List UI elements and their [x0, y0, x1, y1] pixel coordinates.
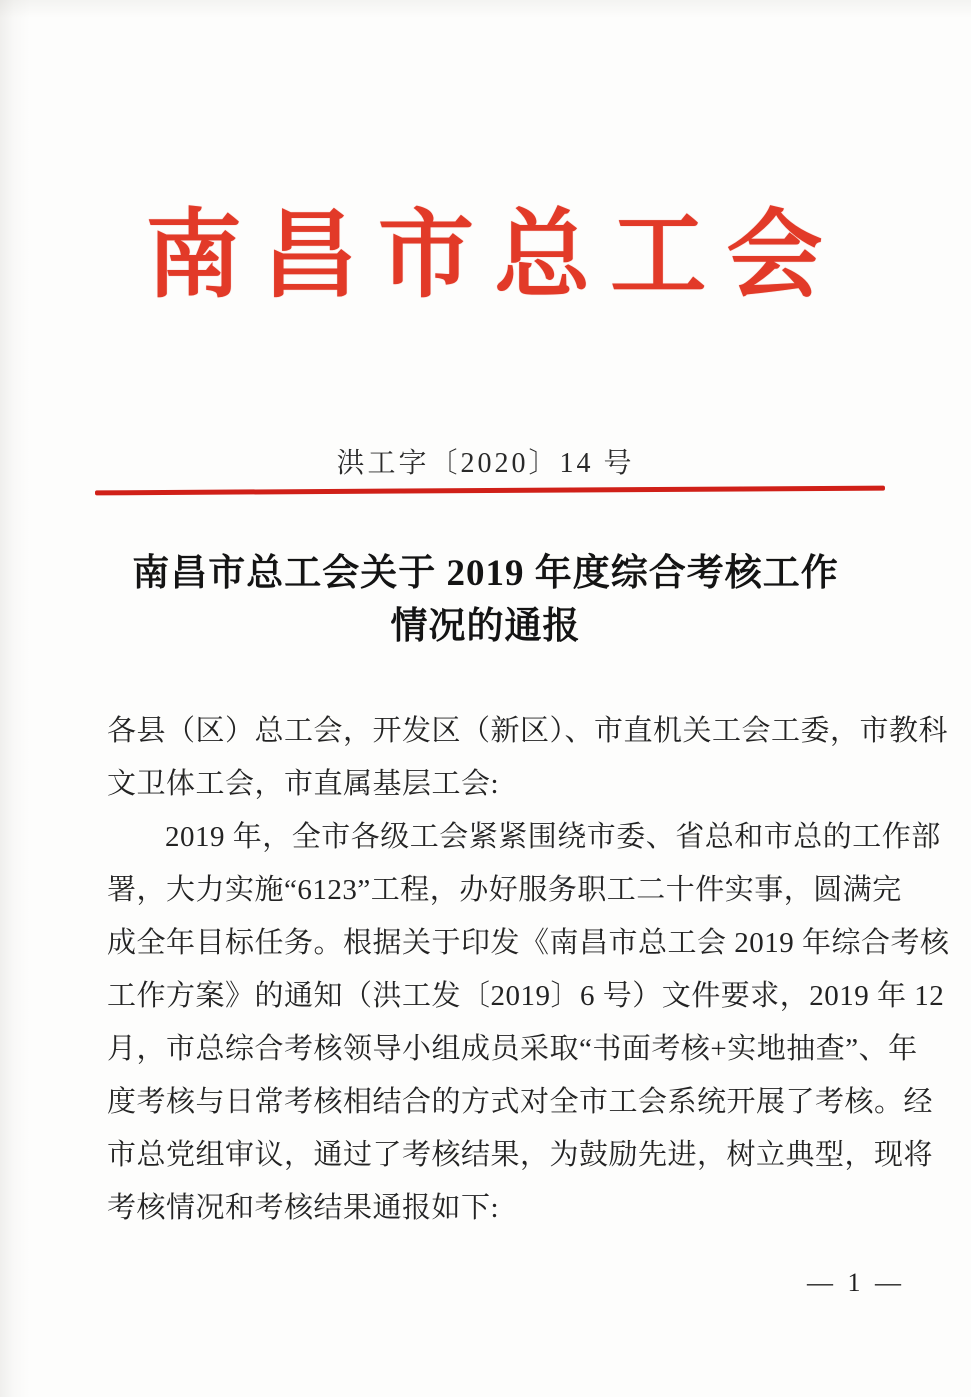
salutation-line: 文卫体工会，市直属基层工会: [107, 768, 500, 800]
page-number: — 1 — [807, 1268, 905, 1297]
document-title-line-2: 情况的通报 [390, 606, 581, 647]
paragraph-line: 成全年目标任务。根据关于印发《南昌市总工会 2019 年综合考核 [107, 927, 950, 959]
document-title-line-1: 南昌市总工会关于 2019 年度综合考核工作 [132, 553, 839, 594]
paragraph-line: 月，市总综合考核领导小组成员采取“书面考核+实地抽查”、年 [107, 1033, 918, 1065]
document-reference-number: 洪工字〔2020〕14 号 [336, 448, 635, 479]
salutation-line: 各县（区）总工会，开发区（新区）、市直机关工会工委，市教科 [107, 715, 949, 747]
red-divider-rule [95, 486, 885, 496]
document-title [0, 547, 971, 653]
paragraph-line: 工作方案》的通知（洪工发〔2019〕6 号）文件要求，2019 年 12 [107, 980, 945, 1012]
paragraph-line: 2019 年，全市各级工会紧紧围绕市委、省总和市总的工作部 [165, 821, 941, 853]
paragraph-line: 考核情况和考核结果通报如下: [107, 1192, 500, 1224]
document-body [107, 705, 950, 1235]
paragraph-line: 度考核与日常考核相结合的方式对全市工会系统开展了考核。经 [107, 1086, 934, 1118]
paragraph-line: 市总党组审议，通过了考核结果，为鼓励先进，树立典型，现将 [107, 1139, 934, 1171]
paragraph-line: 署，大力实施“6123”工程，办好服务职工二十件实事，圆满完 [107, 874, 902, 906]
org-masthead-title: 南昌市总工会 [145, 202, 843, 309]
